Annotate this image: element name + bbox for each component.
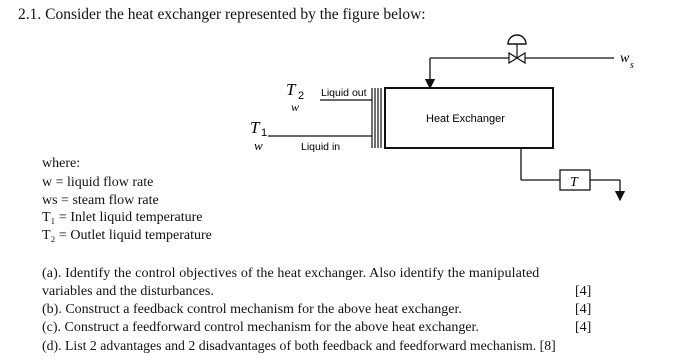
question-a-marks: [4] [575,284,592,299]
question-c: (c). Construct a feedforward control mechanism for the above heat exchanger. [42,320,479,335]
legend-item: T₂ = Outlet liquid temperature [42,228,212,243]
legend-item: ws = steam flow rate [42,193,159,208]
w-in-label: w [254,138,263,153]
legend-item: T₁ = Inlet liquid temperature [42,210,203,225]
liquid-out-label: Liquid out [321,87,367,99]
tube-sheet [372,88,381,148]
question-b: (b). Construct a feedback control mechanism for the above heat exchanger. [42,302,462,317]
question-c-marks: [4] [575,320,592,335]
question-a: (a). Identify the control objectives of the heat exchanger. Also identify the manipulated [42,266,540,281]
liquid-in-label: Liquid in [301,141,341,153]
w-out-label: w [291,100,300,114]
t2-label: T [286,80,296,99]
control-valve-icon [508,35,526,63]
steam-flow-subscript: s [630,60,634,71]
question-b-marks: [4] [575,302,592,317]
legend-item: w = liquid flow rate [42,175,154,190]
t1-label: T [250,118,260,137]
steam-flow-label: w [620,51,630,66]
t2-subscript: 2 [298,90,305,102]
t1-subscript: 1 [261,127,268,139]
question-heading: 2.1. Consider the heat exchanger represented by the figure below: [18,6,426,23]
sensor-label: T [570,175,578,190]
question-a-cont: variables and the disturbances. [42,284,214,299]
exchanger-label: Heat Exchanger [426,113,505,125]
question-d: (d). List 2 advantages and 2 disadvantages of both feedback and feedforward mechanism. [8] [42,338,556,353]
legend-title: where: [42,156,81,171]
